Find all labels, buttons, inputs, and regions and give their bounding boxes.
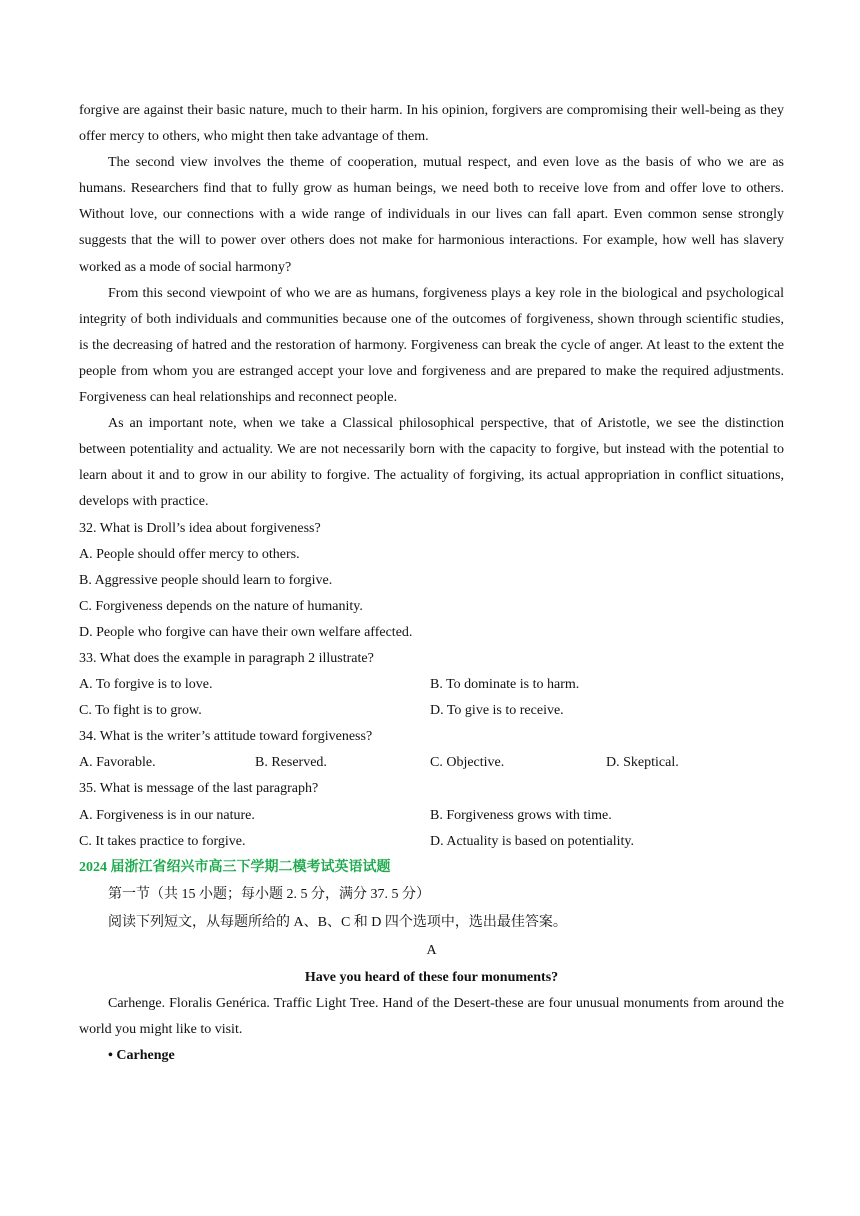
question-33-option-c: C. To fight is to grow. (79, 703, 202, 719)
question-33-option-a: A. To forgive is to love. (79, 677, 213, 693)
question-34-option-b: B. Reserved. (255, 755, 327, 771)
question-32-option-b: B. Aggressive people should learn to forgive. (79, 572, 333, 588)
question-34-stem: 34. What is the writer’s attitude toward forgiveness? (79, 729, 373, 745)
passage-paragraph-3: From this second viewpoint of who we are as humans, forgiveness plays a key role in the biological and psychological integrity of both individuals and communities because one of the outcomes of forgiveness, shown through scientific studies, is the decreasing of hatred and the restoration of harmony. Forgiveness can break the cycle of anger. At least to the extent the people from whom you are estranged accept your love and forgiveness and are prepared to make the required adjustments. Forgiveness can heal relationships and reconnect people. (79, 285, 784, 406)
passage-title: Have you heard of these four monuments? (304, 969, 559, 985)
passage-paragraph-2: The second view involves the theme of cooperation, mutual respect, and even love as the basis of who we are as humans. Researchers find that to fully grow as human beings, we need both to receive love from and offer love to others. Without love, our connections with a wide range of individuals in our lives can fall apart. Even common sense strongly suggests that the will to power over others does not make for harmonious interactions. For example, how well has slavery worked as a mode of social harmony? (79, 155, 784, 275)
question-35-option-a: A. Forgiveness is in our nature. (79, 807, 255, 823)
passage-letter: A (426, 942, 437, 958)
question-35-option-b: B. Forgiveness grows with time. (430, 807, 612, 823)
question-32-option-c: C. Forgiveness depends on the nature of humanity. (79, 598, 363, 614)
passage-paragraph-4: As an important note, when we take a Classical philosophical perspective, that of Aristotle, we see the distinction between potentiality and actuality. We are not necessarily born with the capacity to forgive, but instead with the potential to learn about it and to grow in our ability to forgive. The actuality of forgiving, its actual appropriation in conflict situations, develops with practice. (79, 416, 784, 510)
question-35-stem: 35. What is message of the last paragraph? (79, 781, 319, 797)
document-page (79, 98, 784, 1069)
part-heading: 第一节（共 15 小题；每小题 2. 5 分，满分 37. 5 分） (108, 886, 430, 902)
question-33-option-b: B. To dominate is to harm. (430, 677, 580, 693)
passage-paragraph-1: forgive are against their basic nature, much to their harm. In his opinion, forgivers are compromising their well-being as they offer mercy to others, who might then take advantage of them. (79, 103, 784, 145)
instruction-text: 阅读下列短文，从每题所给的 A、B、C 和 D 四个选项中，选出最佳答案。 (108, 914, 567, 930)
question-33-stem: 33. What does the example in paragraph 2 illustrate? (79, 650, 374, 666)
question-34-option-c: C. Objective. (430, 755, 505, 771)
question-35-option-d: D. Actuality is based on potentiality. (430, 833, 635, 849)
question-33-option-d: D. To give is to receive. (430, 703, 564, 719)
passage-intro: Carhenge. Floralis Genérica. Traffic Light Tree. Hand of the Desert-these are four unusual monuments from around the world you might like to visit. (79, 995, 784, 1037)
question-35-option-c: C. It takes practice to forgive. (79, 833, 246, 849)
question-34-options (79, 750, 784, 776)
question-35-options (79, 803, 784, 855)
question-32-stem: 32. What is Droll’s idea about forgiveness? (79, 520, 321, 536)
question-34-option-d: D. Skeptical. (606, 755, 679, 771)
question-34-option-a: A. Favorable. (79, 755, 156, 771)
question-33-options (79, 672, 784, 724)
question-32-option-d: D. People who forgive can have their own welfare affected. (79, 624, 413, 640)
bullet-carhenge: • Carhenge (108, 1048, 175, 1063)
question-32-option-a: A. People should offer mercy to others. (79, 546, 300, 562)
exam-source-title: 2024 届浙江省绍兴市高三下学期二模考试英语试题 (79, 859, 391, 875)
